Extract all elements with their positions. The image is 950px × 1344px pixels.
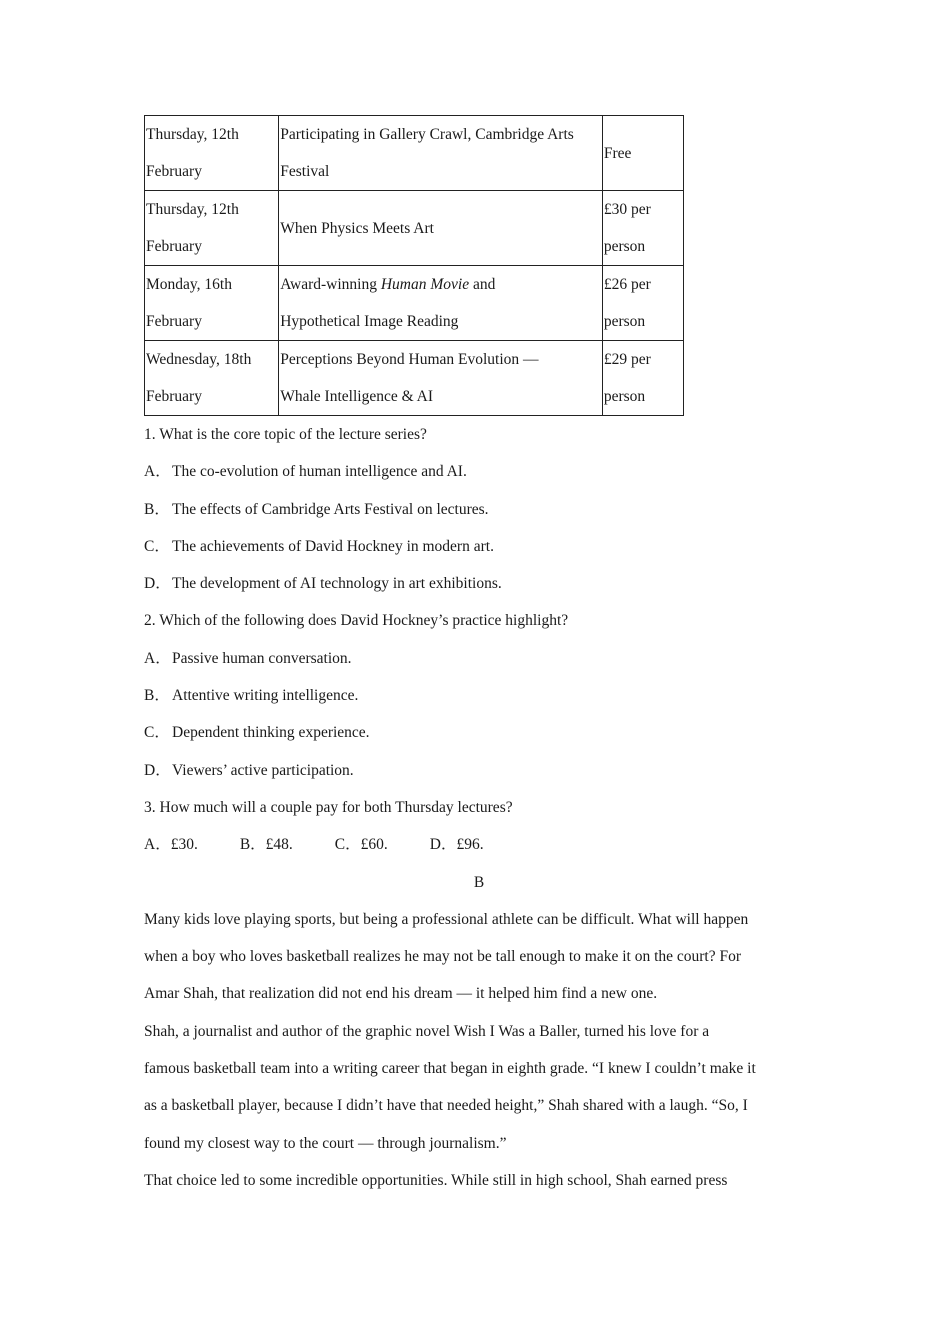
passage-line: as a basketball player, because I didn’t have that needed height,” Shah shared with a laugh. “So, I xyxy=(144,1097,748,1115)
event-cell: Participating in Gallery Crawl, Cambridge Arts Festival xyxy=(279,116,603,191)
option-a: A．The co-evolution of human intelligence and AI. xyxy=(144,463,467,481)
option-c: C．£60. xyxy=(334,836,388,854)
date-cell: Thursday, 12th February xyxy=(145,116,279,191)
option-a: A．Passive human conversation. xyxy=(144,649,352,667)
passage-line: when a boy who loves basketball realizes he may not be tall enough to make it on the court? For xyxy=(144,948,742,966)
option-c: C． The achievements of David Hockney in modern art. xyxy=(144,537,494,555)
passage-text xyxy=(144,901,814,1199)
inline-options xyxy=(144,826,814,863)
document-page xyxy=(144,115,814,1199)
question-1: 1. What is the core topic of the lecture series? xyxy=(144,426,427,443)
table-row xyxy=(145,191,684,266)
section-heading: B xyxy=(473,873,485,891)
option-b: B． The effects of Cambridge Arts Festival on lectures. xyxy=(144,500,489,518)
option-d: D．Viewers’ active participation. xyxy=(144,761,354,779)
table-row xyxy=(145,266,684,341)
option-a: A．£30. xyxy=(144,836,198,854)
date-cell: Monday, 16th February xyxy=(145,266,279,341)
price-cell: £30 per person xyxy=(602,191,683,266)
price-cell: Free xyxy=(602,116,683,191)
event-cell: When Physics Meets Art xyxy=(279,191,603,266)
passage-line: That choice led to some incredible opportunities. While still in high school, Shah earned press xyxy=(144,1171,728,1189)
question-2: 2. Which of the following does David Hockney’s practice highlight? xyxy=(144,612,569,630)
table-row xyxy=(145,116,684,191)
date-cell: Thursday, 12th February xyxy=(145,191,279,266)
event-cell: Perceptions Beyond Human Evolution — Whale Intelligence & AI xyxy=(279,341,603,416)
event-cell: Award-winning Human Movie and Hypothetical Image Reading xyxy=(279,266,603,341)
date-cell: Wednesday, 18th February xyxy=(145,341,279,416)
passage-line: found my closest way to the court — through journalism.” xyxy=(144,1134,507,1152)
option-c: C． Dependent thinking experience. xyxy=(144,724,370,742)
price-cell: £29 per person xyxy=(602,341,683,416)
option-d: D．£96. xyxy=(429,836,484,854)
option-b: B． Attentive writing intelligence. xyxy=(144,687,359,705)
option-b: B．£48. xyxy=(239,836,293,854)
passage-line: famous basketball team into a writing career that began in eighth grade. “I knew I couldn’t make it xyxy=(144,1060,756,1078)
passage-line: Amar Shah, that realization did not end his dream — it helped him find a new one. xyxy=(144,985,658,1003)
lecture-schedule-table xyxy=(144,115,684,416)
question-3: 3. How much will a couple pay for both Thursday lectures? xyxy=(144,798,513,816)
passage-line: Shah, a journalist and author of the graphic novel Wish I Was a Baller, turned his love for a xyxy=(144,1022,710,1040)
table-row xyxy=(145,341,684,416)
price-cell: £26 per person xyxy=(602,266,683,341)
passage-line: Many kids love playing sports, but being a professional athlete can be difficult. What will happen xyxy=(144,910,749,928)
option-d: D．The development of AI technology in art exhibitions. xyxy=(144,575,502,593)
